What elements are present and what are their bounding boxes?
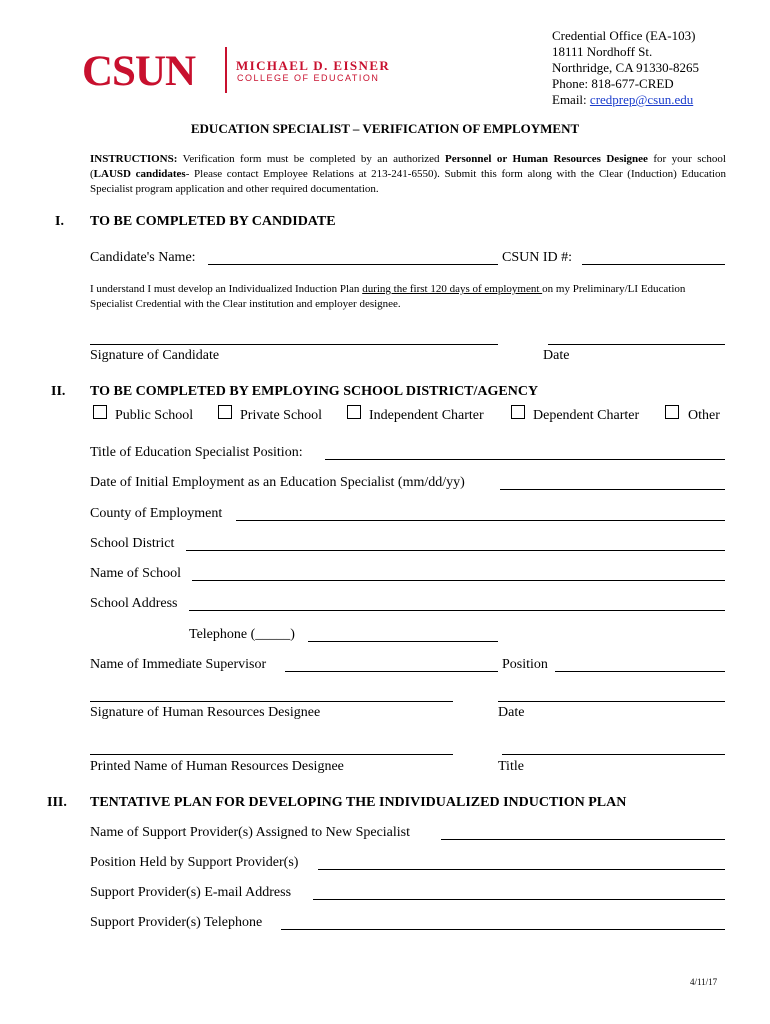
office-line-2: 18111 Nordhoff St. bbox=[552, 44, 653, 59]
independent-charter-checkbox[interactable] bbox=[347, 405, 361, 419]
logo-divider bbox=[225, 47, 227, 93]
public-school-checkbox[interactable] bbox=[93, 405, 107, 419]
dependent-charter-label: Dependent Charter bbox=[533, 408, 640, 423]
hr-date-field[interactable] bbox=[498, 701, 725, 702]
instructions-text-2: for your school ( bbox=[90, 153, 726, 180]
section-2-numeral: II. bbox=[51, 384, 66, 399]
candidate-name-label: Candidate's Name: bbox=[90, 250, 196, 265]
supervisor-position-field[interactable] bbox=[555, 671, 725, 672]
position-title-label: Title of Education Specialist Position: bbox=[90, 445, 303, 460]
instructions-bold-1: Personnel or Human Resources Designee bbox=[445, 153, 648, 165]
section-3-numeral: III. bbox=[47, 795, 67, 810]
public-school-label: Public School bbox=[115, 408, 194, 423]
county-field[interactable] bbox=[236, 520, 725, 521]
email-label: Email: bbox=[552, 92, 590, 107]
support-provider-phone-label: Support Provider(s) Telephone bbox=[90, 915, 263, 930]
instructions-label: INSTRUCTIONS: bbox=[90, 153, 178, 165]
position-title-field[interactable] bbox=[325, 459, 725, 460]
independent-charter-label: Independent Charter bbox=[369, 408, 484, 423]
hr-date-label: Date bbox=[498, 705, 525, 720]
hr-printed-name-label: Printed Name of Human Resources Designee bbox=[90, 759, 344, 774]
private-school-checkbox[interactable] bbox=[218, 405, 232, 419]
support-provider-name-label: Name of Support Provider(s) Assigned to New Specialist bbox=[90, 825, 411, 840]
candidate-name-field[interactable] bbox=[208, 264, 498, 265]
telephone-label: Telephone (_____) bbox=[189, 627, 295, 642]
csun-id-field[interactable] bbox=[582, 264, 725, 265]
ack-text-1: I understand I must develop an Individualized Induction Plan bbox=[90, 283, 363, 295]
section-1-heading: TO BE COMPLETED BY CANDIDATE bbox=[90, 214, 336, 229]
instructions-text-3: - Please contact Employee Relations at 213-241-6550). Submit this form along with the Clear (Induction) Education Specialist program application and other required documentation. bbox=[90, 168, 726, 195]
school-district-label: School District bbox=[90, 536, 175, 551]
ack-underlined: during the first 120 days of employment bbox=[362, 283, 543, 295]
supervisor-label: Name of Immediate Supervisor bbox=[90, 657, 267, 672]
ack-text-2: on my Preliminary/LI Education Specialist Credential with the Clear institution and employer designee. bbox=[90, 283, 686, 310]
hr-signature-field[interactable] bbox=[90, 701, 453, 702]
other-checkbox[interactable] bbox=[665, 405, 679, 419]
logo-college-name: COLLEGE OF EDUCATION bbox=[237, 73, 380, 83]
initial-employment-date-field[interactable] bbox=[500, 489, 725, 490]
support-provider-position-field[interactable] bbox=[318, 869, 725, 870]
hr-title-field[interactable] bbox=[502, 754, 725, 755]
candidate-date-label: Date bbox=[543, 348, 570, 363]
candidate-signature-field[interactable] bbox=[90, 344, 498, 345]
office-line-1: Credential Office (EA-103) bbox=[552, 28, 696, 43]
email-link[interactable]: credprep@csun.edu bbox=[589, 92, 694, 107]
school-district-field[interactable] bbox=[186, 550, 725, 551]
instructions bbox=[90, 152, 726, 197]
instructions-bold-2: LAUSD candidates bbox=[93, 168, 186, 180]
support-provider-email-field[interactable] bbox=[313, 899, 725, 900]
support-provider-phone-field[interactable] bbox=[281, 929, 725, 930]
support-provider-email-label: Support Provider(s) E-mail Address bbox=[90, 885, 292, 900]
dependent-charter-checkbox[interactable] bbox=[511, 405, 525, 419]
csun-logo: CSUN bbox=[82, 48, 196, 95]
hr-printed-name-field[interactable] bbox=[90, 754, 453, 755]
office-email-line bbox=[552, 92, 693, 108]
other-label: Other bbox=[688, 408, 720, 423]
section-3-heading: TENTATIVE PLAN FOR DEVELOPING THE INDIVIDUALIZED INDUCTION PLAN bbox=[90, 795, 627, 810]
candidate-signature-label: Signature of Candidate bbox=[90, 348, 220, 363]
instructions-text-1: Verification form must be completed by an authorized bbox=[177, 153, 446, 165]
revision-date: 4/11/17 bbox=[690, 977, 718, 987]
logo-school-name: MICHAEL D. EISNER bbox=[236, 58, 391, 73]
candidate-acknowledgement bbox=[90, 282, 730, 312]
school-address-label: School Address bbox=[90, 596, 178, 611]
private-school-label: Private School bbox=[240, 408, 323, 423]
initial-employment-date-label: Date of Initial Employment as an Education Specialist (mm/dd/yy) bbox=[90, 475, 465, 490]
supervisor-position-label: Position bbox=[502, 657, 548, 672]
support-provider-position-label: Position Held by Support Provider(s) bbox=[90, 855, 299, 870]
hr-signature-label: Signature of Human Resources Designee bbox=[90, 705, 321, 720]
school-name-label: Name of School bbox=[90, 566, 181, 581]
office-phone: Phone: 818-677-CRED bbox=[552, 76, 674, 91]
supervisor-field[interactable] bbox=[285, 671, 498, 672]
telephone-field[interactable] bbox=[308, 641, 498, 642]
school-address-field[interactable] bbox=[189, 610, 725, 611]
hr-title-label: Title bbox=[498, 759, 524, 774]
candidate-date-field[interactable] bbox=[548, 344, 725, 345]
section-2-heading: TO BE COMPLETED BY EMPLOYING SCHOOL DISTRICT/AGENCY bbox=[90, 384, 539, 399]
form-title: EDUCATION SPECIALIST – VERIFICATION OF EMPLOYMENT bbox=[190, 121, 580, 136]
office-line-3: Northridge, CA 91330-8265 bbox=[552, 60, 699, 75]
school-name-field[interactable] bbox=[192, 580, 725, 581]
section-1-numeral: I. bbox=[55, 214, 64, 229]
support-provider-name-field[interactable] bbox=[441, 839, 725, 840]
county-label: County of Employment bbox=[90, 506, 223, 521]
csun-id-label: CSUN ID #: bbox=[502, 250, 573, 265]
